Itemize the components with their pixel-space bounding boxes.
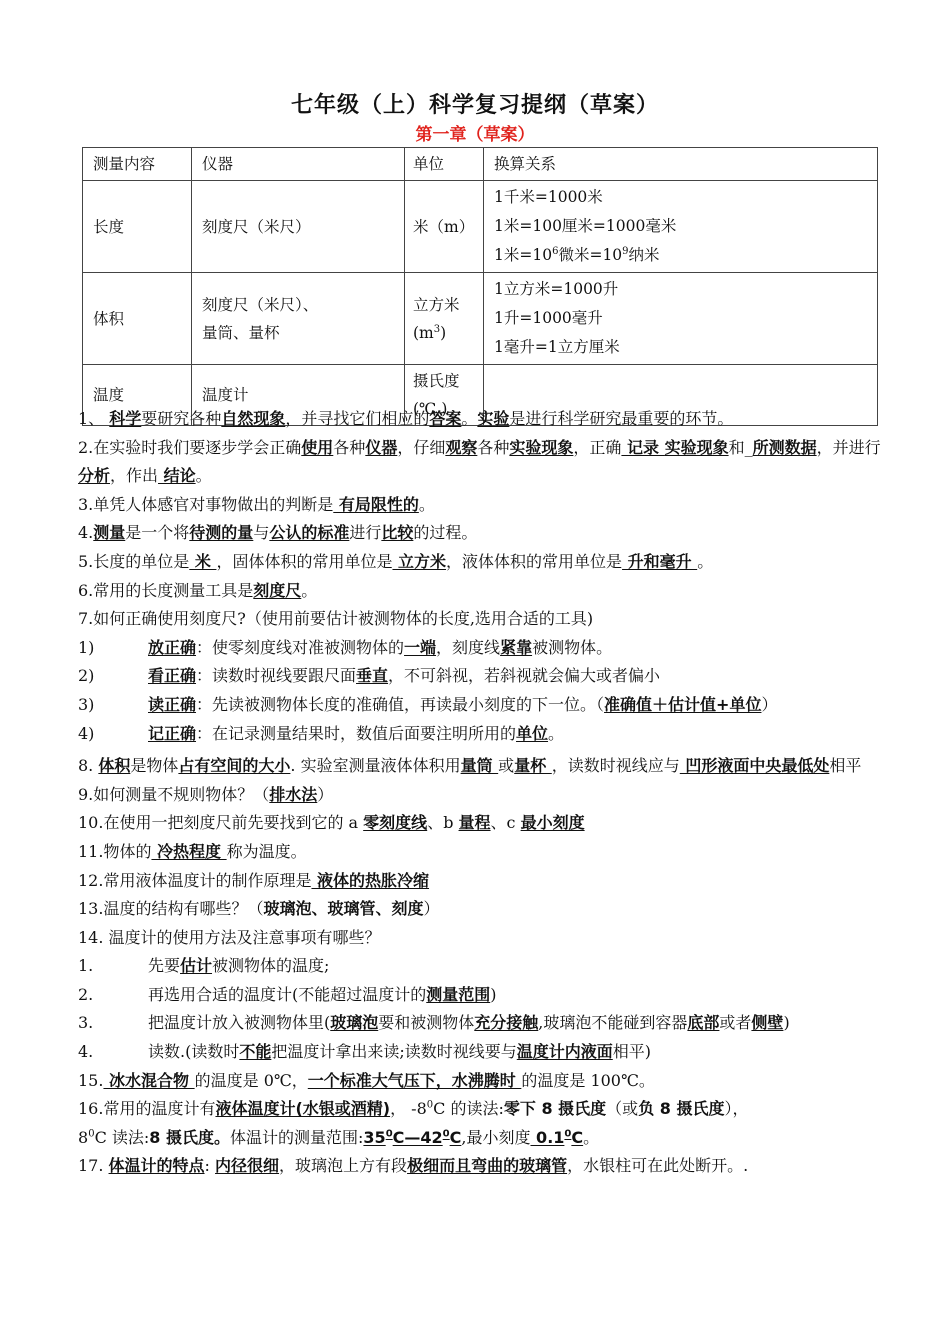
- item-7: 7.如何正确使用刻度尺?（使用前要估计被测物体的长度,选用合适的工具): [78, 609, 594, 629]
- unit-line: 摄氏度: [413, 372, 460, 390]
- keyword: 公认的标准: [269, 523, 350, 543]
- item-6: [78, 577, 888, 606]
- keyword: 温度计内液面: [516, 1042, 613, 1062]
- text: ， -8: [390, 1099, 427, 1119]
- item-14: 14. 温度计的使用方法及注意事项有哪些？: [78, 927, 381, 947]
- item-16: [78, 1095, 888, 1152]
- keyword: 8 摄氏度。: [149, 1127, 231, 1147]
- keyword: 零刻度线: [363, 813, 428, 833]
- text: 。: [301, 580, 318, 600]
- text: 的过程。: [413, 523, 478, 543]
- unit-line: 立方米: [413, 295, 460, 314]
- text: 读数.(读数时: [148, 1042, 240, 1062]
- text: 16.常用的温度计有: [78, 1099, 216, 1119]
- superscript: 3: [433, 323, 441, 335]
- keyword: 结论: [158, 466, 196, 486]
- keyword: 最小刻度: [520, 813, 585, 833]
- text: 纳米: [628, 246, 660, 264]
- table-cell: 刻度尺（米尺）: [192, 181, 405, 273]
- keyword: 记正确: [148, 723, 197, 743]
- text: ，作出: [110, 466, 159, 486]
- table-cell: 米（m）: [405, 181, 484, 273]
- keyword: 看正确: [148, 666, 197, 686]
- conversion-line: 1毫升=1立方厘米: [494, 338, 620, 356]
- table-cell: 温度: [83, 365, 192, 426]
- text: 11.物体的: [78, 841, 152, 861]
- list-number: 1.: [78, 956, 94, 976]
- table-header-row: [83, 148, 878, 181]
- keyword: 量程: [458, 813, 491, 833]
- keyword: 升和毫升: [622, 551, 698, 571]
- text: 是进行科学研究最重要的环节。: [509, 409, 734, 428]
- page-title: 七年级（上）科学复习提纲（草案）: [290, 93, 659, 118]
- keyword: 内径很细: [215, 1156, 280, 1176]
- text: 13.温度的结构有哪些？（: [78, 899, 264, 919]
- text: 相平): [612, 1042, 652, 1062]
- superscript: 0: [564, 1128, 572, 1140]
- text: 。: [195, 466, 212, 486]
- text: 。: [583, 1127, 600, 1147]
- keyword: 分析: [78, 466, 111, 486]
- text: 要和被测物体: [378, 1013, 475, 1033]
- text: 1、: [78, 409, 110, 428]
- text: ，不可斜视，若斜视就会偏大或者偏小: [388, 666, 661, 686]
- list-number: 2.: [78, 984, 94, 1004]
- text: 微米=10: [558, 246, 623, 264]
- item-15: [78, 1067, 888, 1096]
- text: 进行: [349, 523, 382, 543]
- text: 与: [253, 523, 270, 543]
- text: ，读数时视线应与: [551, 756, 680, 776]
- item-3: [78, 491, 888, 520]
- keyword: 冰水混合物: [103, 1070, 195, 1090]
- keyword: 有局限性的: [333, 494, 419, 514]
- conversion-line: [494, 241, 867, 270]
- item-13: [78, 895, 888, 924]
- keyword: 观察: [445, 437, 478, 457]
- text: 体温计的测量范围:: [230, 1127, 364, 1147]
- chapter-title: 第一章（草案）: [415, 125, 535, 145]
- text: ，正确: [573, 437, 622, 457]
- item-7-1: [78, 634, 888, 663]
- table-header-cell: 仪器: [192, 148, 405, 181]
- instrument-line: 刻度尺（米尺）、: [202, 295, 319, 314]
- text: C 的读法:: [433, 1099, 504, 1119]
- text: 被测物体。: [532, 637, 613, 657]
- text: (m: [413, 323, 434, 342]
- keyword: 使用: [301, 437, 334, 457]
- keyword: 负 8 摄氏度: [638, 1099, 725, 1119]
- table-cell: 体积: [83, 273, 192, 365]
- superscript: 0: [385, 1128, 393, 1140]
- item-5: [78, 548, 888, 577]
- review-items: [78, 405, 888, 1181]
- keyword: 待测的量: [189, 523, 254, 543]
- keyword: 放正确: [148, 637, 197, 657]
- keyword: 测量范围: [426, 984, 491, 1004]
- text: 。: [548, 723, 565, 743]
- text: 15.: [78, 1070, 104, 1090]
- keyword: 零下 8 摄氏度: [503, 1099, 607, 1119]
- table-header-cell: 单位: [405, 148, 484, 181]
- text: ，玻璃泡上方有段: [279, 1156, 408, 1176]
- text: 。: [461, 409, 478, 428]
- keyword: 紧靠: [500, 637, 533, 657]
- text: ，并进行: [816, 437, 881, 457]
- keyword: 垂直: [356, 666, 389, 686]
- keyword: 极细而且弯曲的玻璃管: [407, 1156, 568, 1176]
- keyword: 凹形液面中央最低处: [679, 756, 830, 776]
- keyword: 记录: [621, 437, 665, 457]
- table-cell: [192, 273, 405, 365]
- text: 。: [697, 551, 714, 571]
- text: 把温度计拿出来读;读数时视线要与: [271, 1042, 517, 1062]
- item-9: [78, 781, 888, 810]
- item-1: [78, 405, 888, 434]
- text: :: [204, 1156, 216, 1176]
- table-cell: [405, 273, 484, 365]
- list-number: 2): [78, 666, 95, 686]
- keyword: 量杯: [514, 756, 552, 776]
- text: 或: [498, 756, 515, 776]
- table-row: [83, 273, 878, 365]
- table-cell: [484, 181, 878, 273]
- item-11: [78, 838, 888, 867]
- text: 17.: [78, 1156, 109, 1176]
- list-number: 3): [78, 694, 95, 714]
- keyword: 充分接触: [474, 1013, 539, 1033]
- text: 或者: [719, 1013, 752, 1033]
- text: ，固体体积的常用单位是: [216, 551, 393, 571]
- text: ，刻度线: [436, 637, 501, 657]
- text: ：在记录测量结果时，数值后面要注明所用的: [196, 723, 517, 743]
- item-7-4: [78, 720, 888, 749]
- keyword: 液体的热胀冷缩: [311, 870, 430, 890]
- text: ): [783, 1013, 790, 1033]
- text: . 实验室测量液体体积用: [290, 756, 461, 776]
- text: 把温度计放入被测物体里(: [148, 1013, 331, 1033]
- keyword: C: [571, 1127, 584, 1147]
- table-row: [83, 181, 878, 273]
- text: 被测物体的温度;: [212, 956, 330, 976]
- keyword: 35: [363, 1127, 386, 1147]
- measurement-table: [82, 147, 878, 426]
- text: 5.长度的单位是: [78, 551, 190, 571]
- text: 是物体: [130, 756, 179, 776]
- keyword: 科学: [109, 409, 142, 428]
- text: 。: [418, 494, 435, 514]
- text: ,玻璃泡不能碰到容器: [538, 1013, 688, 1033]
- text: 3.单凭人体感官对事物做出的判断是: [78, 494, 334, 514]
- keyword: 一个标准大气压下，水沸腾时: [307, 1070, 522, 1090]
- conversion-line: 1升=1000毫升: [494, 309, 603, 327]
- item-14-3: [78, 1009, 888, 1038]
- keyword: 读正确: [148, 694, 197, 714]
- keyword: 冷热程度: [151, 841, 227, 861]
- keyword: C: [449, 1127, 462, 1147]
- item-2: [78, 434, 888, 491]
- text: ）: [761, 694, 778, 714]
- text: 的温度是 100℃。: [521, 1070, 655, 1090]
- superscript: 0: [426, 1099, 434, 1111]
- text: 4.: [78, 523, 94, 543]
- text: 6.常用的长度测量工具是: [78, 580, 254, 600]
- keyword: 所测数据: [752, 437, 817, 457]
- keyword: 量筒: [460, 756, 499, 776]
- table-cell: [484, 273, 878, 365]
- text: ：读数时视线要跟尺面: [196, 666, 357, 686]
- unit-line: [413, 319, 473, 347]
- text: 12.常用液体温度计的制作原理是: [78, 870, 312, 890]
- list-number: 1): [78, 637, 95, 657]
- keyword: 单位: [516, 723, 549, 743]
- text: 8.: [78, 756, 99, 776]
- item-7-3: [78, 691, 888, 720]
- keyword: 立方米: [392, 551, 447, 571]
- table-header-cell: 换算关系: [484, 148, 878, 181]
- text: ): [490, 984, 497, 1004]
- conversion-line: 1米=100厘米=1000毫米: [494, 217, 677, 235]
- text: ：使零刻度线对准被测物体的: [196, 637, 405, 657]
- text: 是一个将: [125, 523, 190, 543]
- keyword: 一端: [404, 637, 437, 657]
- text: 的温度是 0℃，: [194, 1070, 308, 1090]
- keyword: 体积: [98, 756, 131, 776]
- table-header-cell: 测量内容: [83, 148, 192, 181]
- text: 8: [78, 1127, 89, 1147]
- text: ,最小刻度: [461, 1127, 531, 1147]
- text: 1米=10: [494, 246, 553, 264]
- keyword: 实验现象: [509, 437, 574, 457]
- list-number: 3.: [78, 1013, 94, 1033]
- conversion-line: 1立方米=1000升: [494, 280, 619, 298]
- text: 各种: [333, 437, 366, 457]
- item-14-4: [78, 1038, 888, 1067]
- text: 再选用合适的温度计(不能超过温度计的: [148, 984, 427, 1004]
- conversion-line: 1千米=1000米: [494, 188, 603, 206]
- text: 、b: [427, 813, 459, 833]
- item-14-1: [78, 952, 888, 981]
- text: ）: [423, 899, 440, 919]
- unit-line: (℃ ): [413, 400, 448, 418]
- keyword: 实验: [477, 409, 510, 428]
- keyword: 自然现象: [221, 409, 286, 428]
- text: 和_: [728, 437, 753, 457]
- text: ），: [724, 1099, 749, 1119]
- text: 先要: [148, 956, 181, 976]
- text: ，水银柱可在此处断开。.: [567, 1156, 749, 1176]
- text: 称为温度。: [226, 841, 307, 861]
- keyword: 底部: [687, 1013, 720, 1033]
- list-number: 4): [78, 723, 95, 743]
- text: 、c: [490, 813, 521, 833]
- keyword: 0.1: [530, 1127, 565, 1147]
- text: ，并寻找它们相应的: [285, 409, 430, 428]
- text: ，仔细: [397, 437, 446, 457]
- instrument-line: 量筒、量杯: [202, 323, 280, 342]
- item-17: [78, 1152, 888, 1181]
- keyword: 不能: [239, 1042, 272, 1062]
- text: 相平: [829, 756, 862, 776]
- keyword: 估计: [180, 956, 213, 976]
- superscript: 6: [552, 245, 559, 257]
- text: 9.如何测量不规则物体？（: [78, 784, 270, 804]
- text: ): [440, 323, 447, 342]
- keyword: 侧壁: [751, 1013, 784, 1033]
- table-cell: 温度计: [192, 365, 405, 426]
- text: 10.在使用一把刻度尺前先要找到它的 a: [78, 813, 364, 833]
- list-number: 4.: [78, 1042, 94, 1062]
- text: ：先读被测物体长度的准确值，再读最小刻度的下一位。（: [196, 694, 605, 714]
- table-cell: 长度: [83, 181, 192, 273]
- keyword: 刻度尺: [253, 580, 302, 600]
- keyword: 液体温度计(水银或酒精): [215, 1099, 391, 1119]
- item-10: [78, 809, 888, 838]
- keyword: 排水法: [269, 784, 318, 804]
- superscript: 0: [442, 1128, 450, 1140]
- superscript: 0: [88, 1128, 95, 1140]
- text: 要研究各种: [141, 409, 222, 428]
- item-14-2: [78, 981, 888, 1010]
- text: C 读法:: [94, 1127, 150, 1147]
- item-7-2: [78, 662, 888, 691]
- item-8: [78, 752, 888, 781]
- keyword: 占有空间的大小: [178, 756, 291, 776]
- keyword: 仪器: [365, 437, 398, 457]
- keyword: 实验现象: [664, 437, 729, 457]
- keyword: 米: [189, 551, 217, 571]
- keyword: 准确值＋估计值+单位: [604, 694, 762, 714]
- keyword: 测量: [93, 523, 126, 543]
- keyword: 体温计的特点: [108, 1156, 205, 1176]
- text: ，液体体积的常用单位是: [446, 551, 623, 571]
- keyword: 玻璃泡、玻璃管、刻度: [263, 899, 424, 919]
- text: （或: [606, 1099, 639, 1119]
- text: 各种: [477, 437, 510, 457]
- keyword: 玻璃泡: [330, 1013, 379, 1033]
- keyword: C—42: [392, 1127, 443, 1147]
- text: ）: [317, 784, 334, 804]
- item-12: [78, 867, 888, 896]
- superscript: 9: [622, 245, 629, 257]
- item-4: [78, 519, 888, 548]
- keyword: 答案: [429, 409, 462, 428]
- keyword: 比较: [381, 523, 414, 543]
- text: 2.在实验时我们要逐步学会正确: [78, 437, 302, 457]
